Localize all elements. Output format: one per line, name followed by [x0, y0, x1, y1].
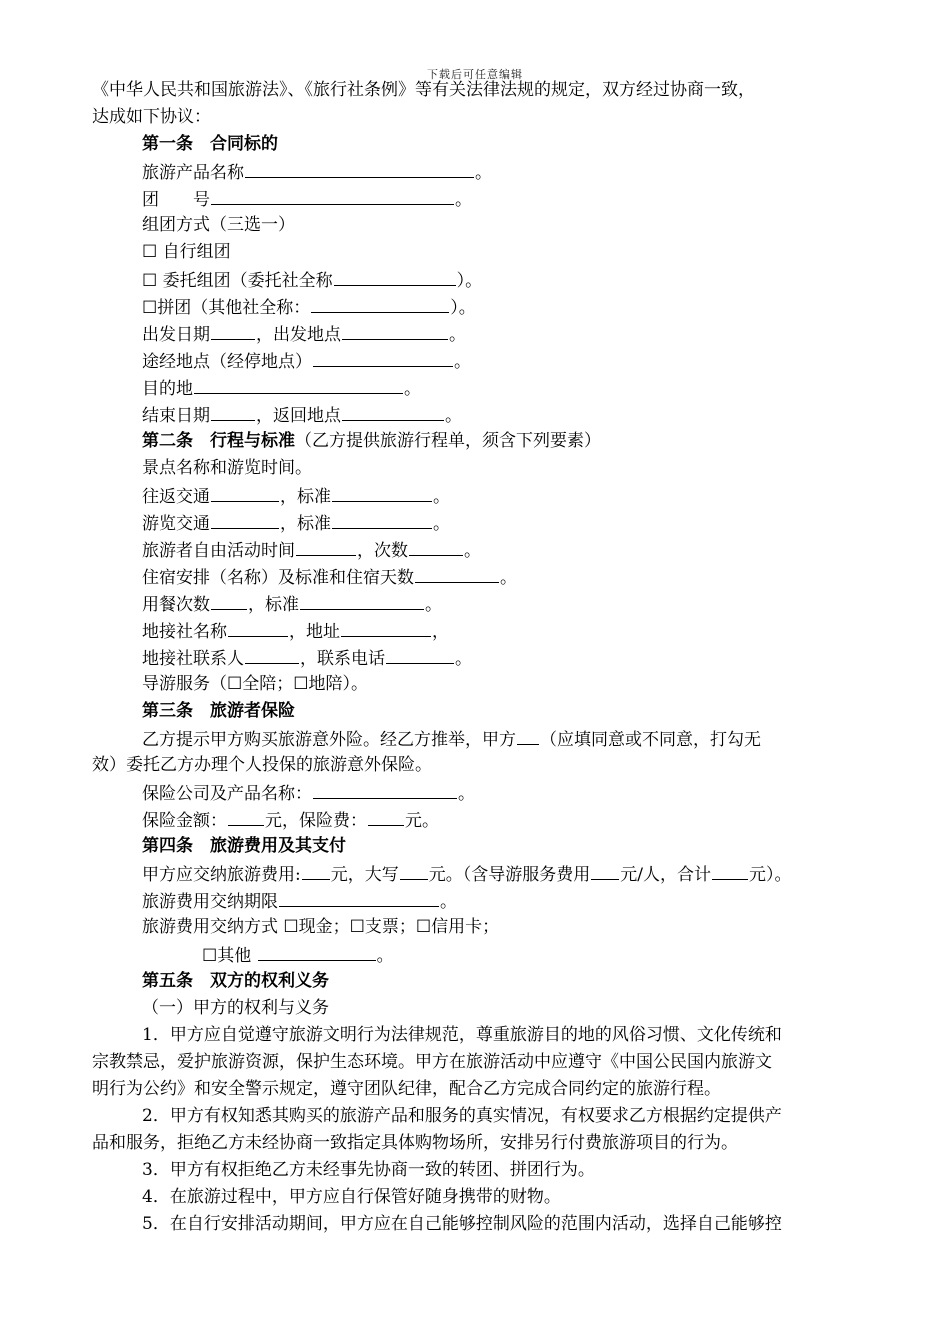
- payment-method-label: 旅游费用交纳方式: [142, 917, 278, 937]
- via-label: 途经地点（经停地点）: [142, 352, 312, 372]
- article-5-subtitle: （一）甲方的权利与义务: [142, 998, 329, 1018]
- times-blank[interactable]: [409, 539, 463, 556]
- local-agency-label: 地接社名称: [142, 622, 227, 642]
- destination-label: 目的地: [142, 379, 193, 399]
- intro-line-2: 达成如下协议：: [92, 107, 211, 127]
- opt-join-label: 拼团（其他社全称：: [157, 298, 311, 318]
- free-time-row: [142, 539, 481, 561]
- yuan-end: 元。: [405, 811, 439, 831]
- close-paren: ）。: [456, 271, 483, 291]
- clause-2-line-1: 2．甲方有权知悉其购买的旅游产品和服务的真实情况，有权要求乙方根据约定提供产: [142, 1106, 782, 1126]
- clause-5-line-1: 5．在自行安排活动期间，甲方应在自己能够控制风险的范围内活动，选择自己能够控: [142, 1214, 782, 1234]
- depart-date-label: 出发日期: [142, 325, 210, 345]
- contact-row: [142, 647, 472, 669]
- insurance-amount-blank[interactable]: [228, 809, 264, 826]
- deadline-label: 旅游费用交纳期限: [142, 892, 278, 912]
- comma: ，: [432, 622, 449, 642]
- credit-label: 信用卡；: [431, 917, 500, 937]
- org-option-join: [142, 296, 476, 318]
- return-place-label: ，返回地点: [256, 406, 341, 426]
- cash-label: 现金；: [298, 917, 350, 937]
- article-2-note: （乙方提供旅游行程单，须含下列要素）: [295, 431, 601, 451]
- round-trip-standard-blank[interactable]: [332, 485, 432, 502]
- round-trip-row: [142, 485, 450, 507]
- entrust-agency-blank[interactable]: [334, 269, 456, 286]
- article-5-title: 第五条 双方的权利义务: [142, 971, 329, 991]
- other-label: 其他: [217, 946, 252, 966]
- period: 。: [454, 352, 471, 372]
- period: 。: [425, 595, 442, 615]
- intro-line-1: 《中华人民共和国旅游法》、《旅行社条例》等有关法律法规的规定，双方经过协商一致，: [92, 80, 755, 100]
- fee-label: 甲方应交纳旅游费用:: [142, 865, 301, 885]
- article-1-title: 第一条 合同标的: [142, 134, 278, 154]
- article-4-title: 第四条 旅游费用及其支付: [142, 836, 346, 856]
- product-name-label: 旅游产品名称: [142, 163, 244, 183]
- checkbox-icon[interactable]: ☐: [227, 674, 243, 694]
- product-name-blank[interactable]: [245, 161, 474, 178]
- end-date-blank[interactable]: [211, 404, 255, 421]
- period: 。: [458, 784, 475, 804]
- clause-1-line-1: 1．甲方应自觉遵守旅游文明行为法律规范，尊重旅游目的地的风俗习惯、文化传统和: [142, 1025, 782, 1045]
- clause-3: 3．甲方有权拒绝乙方未经事先协商一致的转团、拼团行为。: [142, 1160, 595, 1180]
- article-2-heading: [142, 431, 601, 451]
- group-number-blank[interactable]: [211, 188, 454, 205]
- watermark: 下载后可任意编辑: [427, 68, 523, 81]
- destination-blank[interactable]: [194, 377, 403, 394]
- insurance-para-text: （应填同意或不同意，打勾无: [540, 730, 761, 750]
- clause-1-line-3: 明行为公约》和安全警示规定，遵守团队纪律，配合乙方完成合同约定的旅游行程。: [92, 1079, 721, 1099]
- period: 。: [295, 458, 312, 478]
- tour-transport-blank[interactable]: [211, 512, 279, 529]
- opt-self-label: 自行组团: [162, 242, 231, 262]
- standard-label: ，标准: [280, 514, 331, 534]
- address-blank[interactable]: [341, 620, 431, 637]
- checkbox-icon[interactable]: ☐: [283, 917, 299, 937]
- clause-1-line-2: 宗教禁忌，爱护旅游资源，保护生态环境。甲方在旅游活动中应遵守《中国公民国内旅游文: [92, 1052, 772, 1072]
- article-2-title: 第二条 行程与标准: [142, 431, 295, 451]
- end-label: 元）。: [748, 865, 792, 885]
- meals-label: 用餐次数: [142, 595, 210, 615]
- guide-row: [142, 674, 368, 694]
- checkbox-icon[interactable]: ☐: [415, 917, 432, 937]
- local-agency-row: [142, 620, 449, 642]
- capital-label: 元，大写: [330, 865, 399, 885]
- insurance-para-line-1: [142, 728, 761, 750]
- tour-transport-label: 游览交通: [142, 514, 210, 534]
- payment-method-row: [142, 917, 499, 937]
- insurance-amount-row: [142, 809, 439, 831]
- fee-blank[interactable]: [302, 863, 330, 880]
- insurance-company-row: [142, 782, 475, 804]
- insurance-company-label: 保险公司及产品名称：: [142, 784, 312, 804]
- tour-transport-row: [142, 512, 450, 534]
- insurance-para-line-2: 效）委托乙方办理个人投保的旅游意外保险。: [92, 755, 432, 775]
- local-agency-blank[interactable]: [228, 620, 288, 637]
- org-option-self: [142, 242, 231, 262]
- period: 。: [433, 487, 450, 507]
- insurance-amount-label: 保险金额：: [142, 811, 227, 831]
- join-agency-blank[interactable]: [311, 296, 449, 313]
- group-number-row: [142, 188, 472, 210]
- depart-place-label: ，出发地点: [256, 325, 341, 345]
- premium-blank[interactable]: [368, 809, 404, 826]
- period: 。: [449, 325, 466, 345]
- incl-label: 元。（含导游服务费用: [428, 865, 591, 885]
- checkbox-icon[interactable]: ☐: [293, 674, 309, 694]
- cheque-label: 支票；: [364, 917, 416, 937]
- free-time-blank[interactable]: [296, 539, 356, 556]
- lodging-blank[interactable]: [415, 566, 499, 583]
- deadline-blank[interactable]: [279, 890, 439, 907]
- round-trip-blank[interactable]: [211, 485, 279, 502]
- contact-blank[interactable]: [245, 647, 299, 664]
- close-paren: ）。: [450, 298, 476, 318]
- guide-fee-blank[interactable]: [591, 863, 619, 880]
- period: 。: [433, 514, 450, 534]
- org-option-entrust: [142, 269, 482, 291]
- deadline-row: [142, 890, 457, 912]
- return-place-blank[interactable]: [342, 404, 444, 421]
- phone-blank[interactable]: [386, 647, 454, 664]
- destination-row: [142, 377, 421, 399]
- free-time-label: 旅游者自由活动时间: [142, 541, 295, 561]
- clause-4: 4．在旅游过程中，甲方应自行保管好随身携带的财物。: [142, 1187, 561, 1207]
- insurance-para-text: 乙方提示甲方购买旅游意外险。经乙方推举，甲方: [142, 730, 516, 750]
- via-blank[interactable]: [313, 350, 453, 367]
- period: 。: [455, 649, 472, 669]
- other-blank[interactable]: [258, 944, 376, 961]
- phone-label: ，联系电话: [300, 649, 385, 669]
- capital-blank[interactable]: [400, 863, 428, 880]
- guide-full-label: 全陪；: [242, 674, 294, 694]
- depart-place-blank[interactable]: [342, 323, 448, 340]
- scenic-label: 景点名称和游览时间: [142, 458, 295, 478]
- departure-row: [142, 323, 466, 345]
- period: 。: [404, 379, 421, 399]
- address-label: ，地址: [289, 622, 340, 642]
- checkbox-icon[interactable]: ☐: [142, 298, 158, 318]
- meals-blank[interactable]: [211, 593, 247, 610]
- lodging-label: 住宿安排（名称）及标准和住宿天数: [142, 568, 414, 588]
- lodging-row: [142, 566, 517, 588]
- fee-row: [142, 863, 791, 885]
- meals-standard-blank[interactable]: [300, 593, 424, 610]
- checkbox-icon[interactable]: ☐: [202, 946, 218, 966]
- period: 。: [455, 190, 472, 210]
- period: 。: [440, 892, 457, 912]
- guide-local-label: 地陪）。: [308, 674, 368, 694]
- scenic-row: [142, 458, 312, 478]
- org-mode-label: 组团方式（三选一）: [142, 215, 295, 235]
- per-person-label: 元/人，合计: [620, 865, 711, 885]
- clause-2-line-2: 品和服务，拒绝乙方未经协商一致指定具体购物场所，安排另行付费旅游项目的行为。: [92, 1133, 738, 1153]
- opt-entrust-label: 委托组团（委托社全称: [162, 271, 333, 291]
- round-trip-label: 往返交通: [142, 487, 210, 507]
- via-row: [142, 350, 471, 372]
- insurance-company-blank[interactable]: [313, 782, 457, 799]
- period: 。: [445, 406, 462, 426]
- checkbox-icon[interactable]: ☐: [142, 271, 158, 291]
- guide-label: 导游服务（: [142, 674, 227, 694]
- meals-row: [142, 593, 442, 615]
- group-number-label: 团 号: [142, 190, 210, 210]
- return-row: [142, 404, 462, 426]
- contact-label: 地接社联系人: [142, 649, 244, 669]
- checkbox-icon[interactable]: ☐: [349, 917, 365, 937]
- period: 。: [475, 163, 492, 183]
- times-label: ，次数: [357, 541, 408, 561]
- end-date-label: 结束日期: [142, 406, 210, 426]
- article-3-title: 第三条 旅游者保险: [142, 701, 295, 721]
- checkbox-icon[interactable]: ☐: [142, 242, 158, 262]
- period: 。: [376, 946, 394, 966]
- depart-date-blank[interactable]: [211, 323, 255, 340]
- product-name-row: [142, 161, 492, 183]
- total-blank[interactable]: [712, 863, 748, 880]
- period: 。: [464, 541, 481, 561]
- consent-blank[interactable]: [517, 728, 539, 745]
- premium-label: 元，保险费：: [265, 811, 367, 831]
- standard-label: ，标准: [280, 487, 331, 507]
- period: 。: [500, 568, 517, 588]
- standard-label: ，标准: [248, 595, 299, 615]
- tour-transport-standard-blank[interactable]: [332, 512, 432, 529]
- payment-other-row: [202, 944, 394, 966]
